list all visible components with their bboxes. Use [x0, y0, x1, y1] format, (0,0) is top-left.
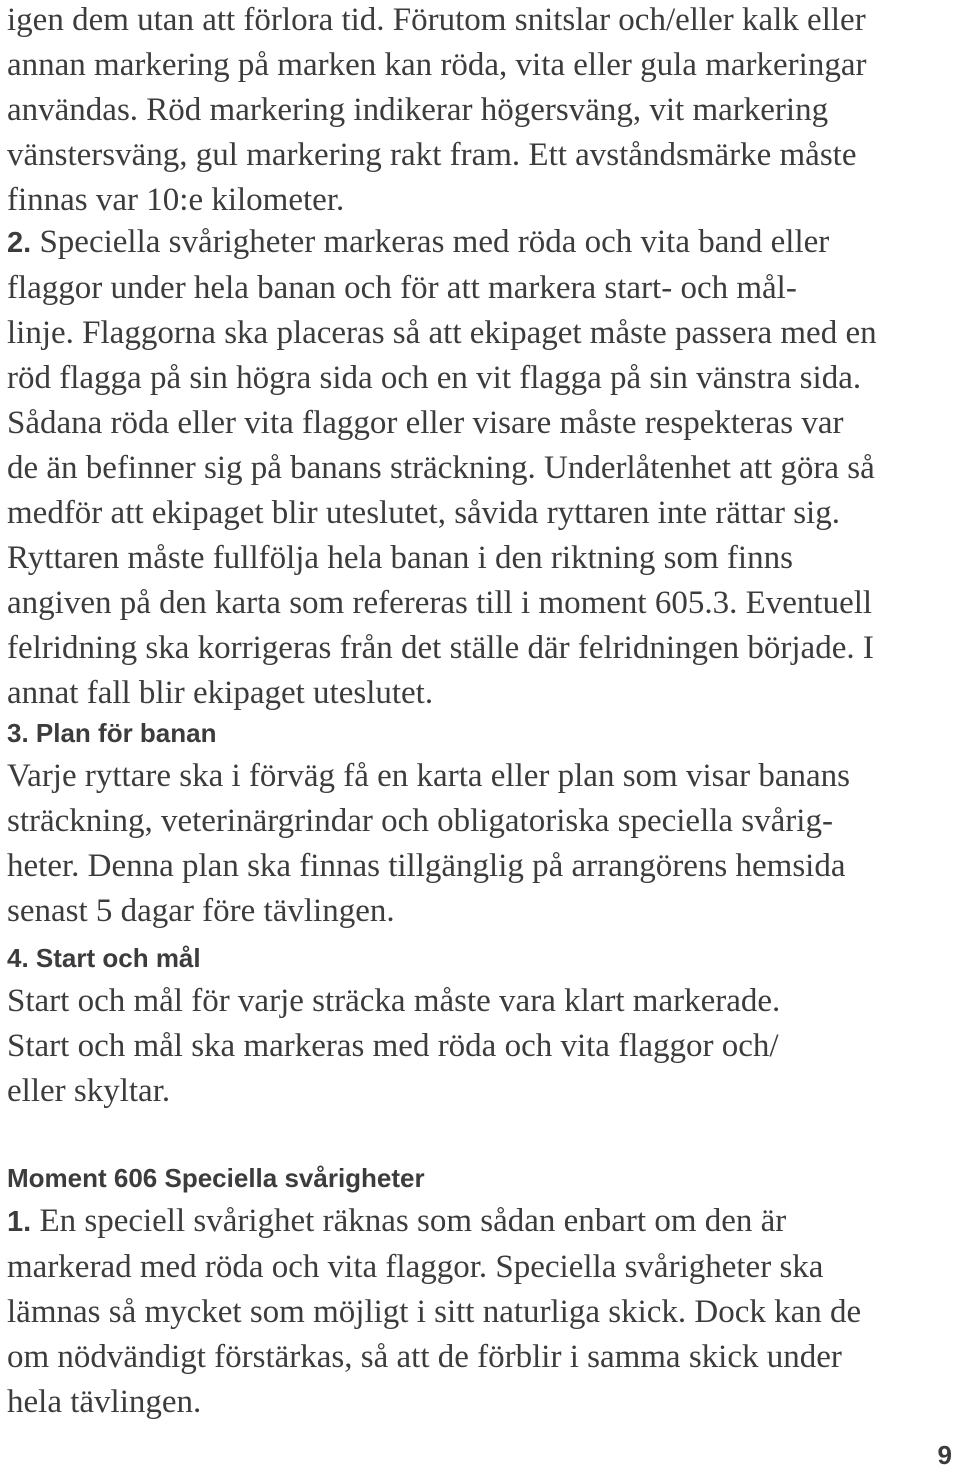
heading-label: Start och mål [28, 943, 201, 973]
paragraph-continuation [7, 0, 866, 223]
text-line: Varje ryttare ska i förväg få en karta eller plan som visar banans [7, 758, 850, 794]
text-line: Sådana röda eller vita flaggor eller visare måste respekteras var [7, 405, 844, 441]
item-text: En speciell svårighet räknas som sådan enbart om den är [31, 1203, 787, 1239]
text-line: lämnas så mycket som möjligt i sitt naturliga skick. Dock kan de [7, 1294, 862, 1330]
text-line: heter. Denna plan ska finnas tillgänglig på arrangörens hemsida [7, 848, 846, 884]
text-line: hela tävlingen. [7, 1384, 202, 1420]
item-number: 4. [7, 943, 29, 973]
page-number: 9 [937, 1440, 952, 1470]
section-start-och-mal [7, 937, 780, 1114]
section-heading [7, 712, 850, 754]
text-line: igen dem utan att förlora tid. Förutom snitslar och/eller kalk eller [7, 2, 866, 38]
text-line: vänstersväng, gul markering rakt fram. Ett avståndsmärke måste [7, 137, 857, 173]
text-line: senast 5 dagar före tävlingen. [7, 893, 395, 929]
text-line: Start och mål ska markeras med röda och vita flaggor och/ [7, 1028, 779, 1064]
heading-label: Plan för banan [28, 718, 217, 748]
item-number: 2. [7, 227, 32, 259]
moment-heading: Moment 606 Speciella svårigheter [7, 1163, 425, 1193]
text-line: medför att ekipaget blir uteslutet, såvida ryttaren inte rättar sig. [7, 495, 840, 531]
section-plan-for-banan [7, 712, 850, 934]
section-moment-606 [7, 1157, 861, 1425]
text-line: sträckning, veterinärgrindar och obligatoriska speciella svårig- [7, 803, 833, 839]
text-line: angiven på den karta som refereras till i moment 605.3. Eventuell [7, 585, 873, 621]
text-line: annan markering på marken kan röda, vita eller gula markeringar [7, 47, 867, 83]
text-line: felridning ska korrigeras från det ställe där felridningen började. I [7, 630, 874, 666]
text-line [7, 1199, 861, 1245]
text-line: användas. Röd markering indikerar högersväng, vit markering [7, 92, 829, 128]
section-heading [7, 937, 780, 979]
text-line: markerad med röda och vita flaggor. Speciella svårigheter ska [7, 1249, 824, 1285]
item-text: Speciella svårigheter markeras med röda och vita band eller [31, 224, 830, 260]
item-number: 3. [7, 718, 29, 748]
text-line: Ryttaren måste fullfölja hela banan i den riktning som finns [7, 540, 793, 576]
text-line: röd flagga på sin högra sida och en vit flagga på sin vänstra sida. [7, 360, 862, 396]
text-line: linje. Flaggorna ska placeras så att ekipaget måste passera med en [7, 315, 877, 351]
item-number: 1. [7, 1206, 32, 1238]
text-line: eller skyltar. [7, 1073, 171, 1109]
text-line: annat fall blir ekipaget uteslutet. [7, 675, 434, 711]
text-line: Start och mål för varje sträcka måste vara klart markerade. [7, 983, 781, 1019]
text-line [7, 220, 877, 266]
text-line: om nödvändigt förstärkas, så att de förblir i samma skick under [7, 1339, 842, 1375]
paragraph-item-2 [7, 220, 877, 716]
text-line: flaggor under hela banan och för att markera start- och mål- [7, 270, 797, 306]
text-line: finnas var 10:e kilometer. [7, 182, 345, 218]
text-line: de än befinner sig på banans sträckning. Underlåtenhet att göra så [7, 450, 875, 486]
